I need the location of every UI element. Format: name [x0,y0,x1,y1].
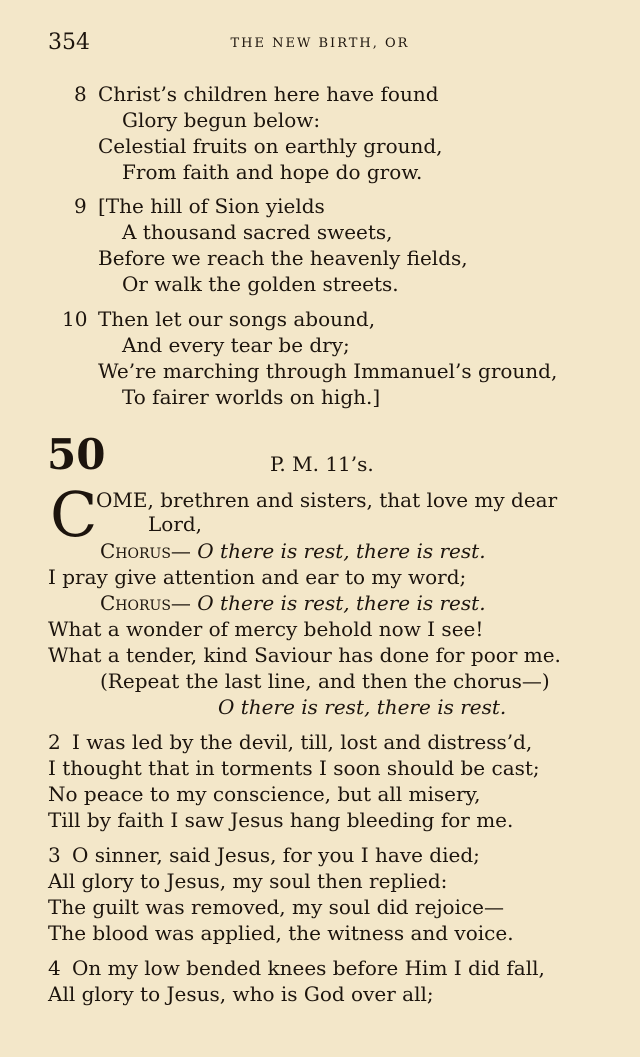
verse-number: 4 [48,956,61,980]
hymn-meter: P. M. 11’s. [270,452,374,476]
page-header [48,30,592,60]
verse-line: Or walk the golden streets. [122,272,399,296]
verse-line: From faith and hope do grow. [122,160,423,184]
chorus-label: Chorus— [100,591,191,615]
verse-line: OME, brethren and sisters, that love my dear [96,488,558,512]
verse-line: The blood was applied, the witness and voice. [48,921,514,945]
chorus-line [100,539,486,563]
chorus-text: O there is rest, there is rest. [197,591,486,615]
verse-line: I was led by the devil, till, lost and distress’d, [72,730,533,754]
repeat-note: (Repeat the last line, and then the chorus—) [100,669,550,693]
verse-line: Till by faith I saw Jesus hang bleeding for me. [48,808,514,832]
verse-line: To fairer worlds on high.] [122,385,381,409]
running-title: THE NEW BIRTH, OR [230,36,410,51]
verse-line: O sinner, said Jesus, for you I have died; [72,843,480,867]
verse-line: Christ’s children here have found [98,82,439,106]
chorus-text: O there is rest, there is rest. [197,539,486,563]
verse-line: Lord, [148,512,203,536]
verse-line: No peace to my conscience, but all misery, [48,782,481,806]
verse-line: Celestial fruits on earthly ground, [98,134,443,158]
chorus-text: O there is rest, there is rest. [218,695,507,719]
verse-line: All glory to Jesus, my soul then replied: [48,869,448,893]
verse-number: 10 [62,307,88,331]
verse-number: 3 [48,843,61,867]
page-number: 354 [48,30,90,55]
verse-line: All glory to Jesus, who is God over all; [48,982,434,1006]
verse-number: 9 [74,194,87,218]
chorus-label: Chorus— [100,539,191,563]
verse-line: [The hill of Sion yields [98,194,325,218]
chorus-line [100,591,486,615]
verse-number: 8 [74,82,87,106]
verse-line: I thought that in torments I soon should be cast; [48,756,540,780]
verse-line: A thousand sacred sweets, [122,220,393,244]
verse-line: Before we reach the heavenly fields, [98,246,468,270]
verse-line: Glory begun below: [122,108,321,132]
verse-line: What a wonder of mercy behold now I see! [48,617,484,641]
verse-line: What a tender, kind Saviour has done for poor me. [48,643,561,667]
verse-line: I pray give attention and ear to my word; [48,565,467,589]
hymn-number: 50 [47,430,106,479]
verse-line: Then let our songs abound, [98,307,376,331]
verse-line: On my low bended knees before Him I did fall, [72,956,545,980]
verse-line: We’re marching through Immanuel’s ground, [98,359,558,383]
verse-line: And every tear be dry; [122,333,350,357]
verse-number: 2 [48,730,61,754]
verse-line: The guilt was removed, my soul did rejoice— [48,895,504,919]
drop-cap: C [50,478,98,551]
